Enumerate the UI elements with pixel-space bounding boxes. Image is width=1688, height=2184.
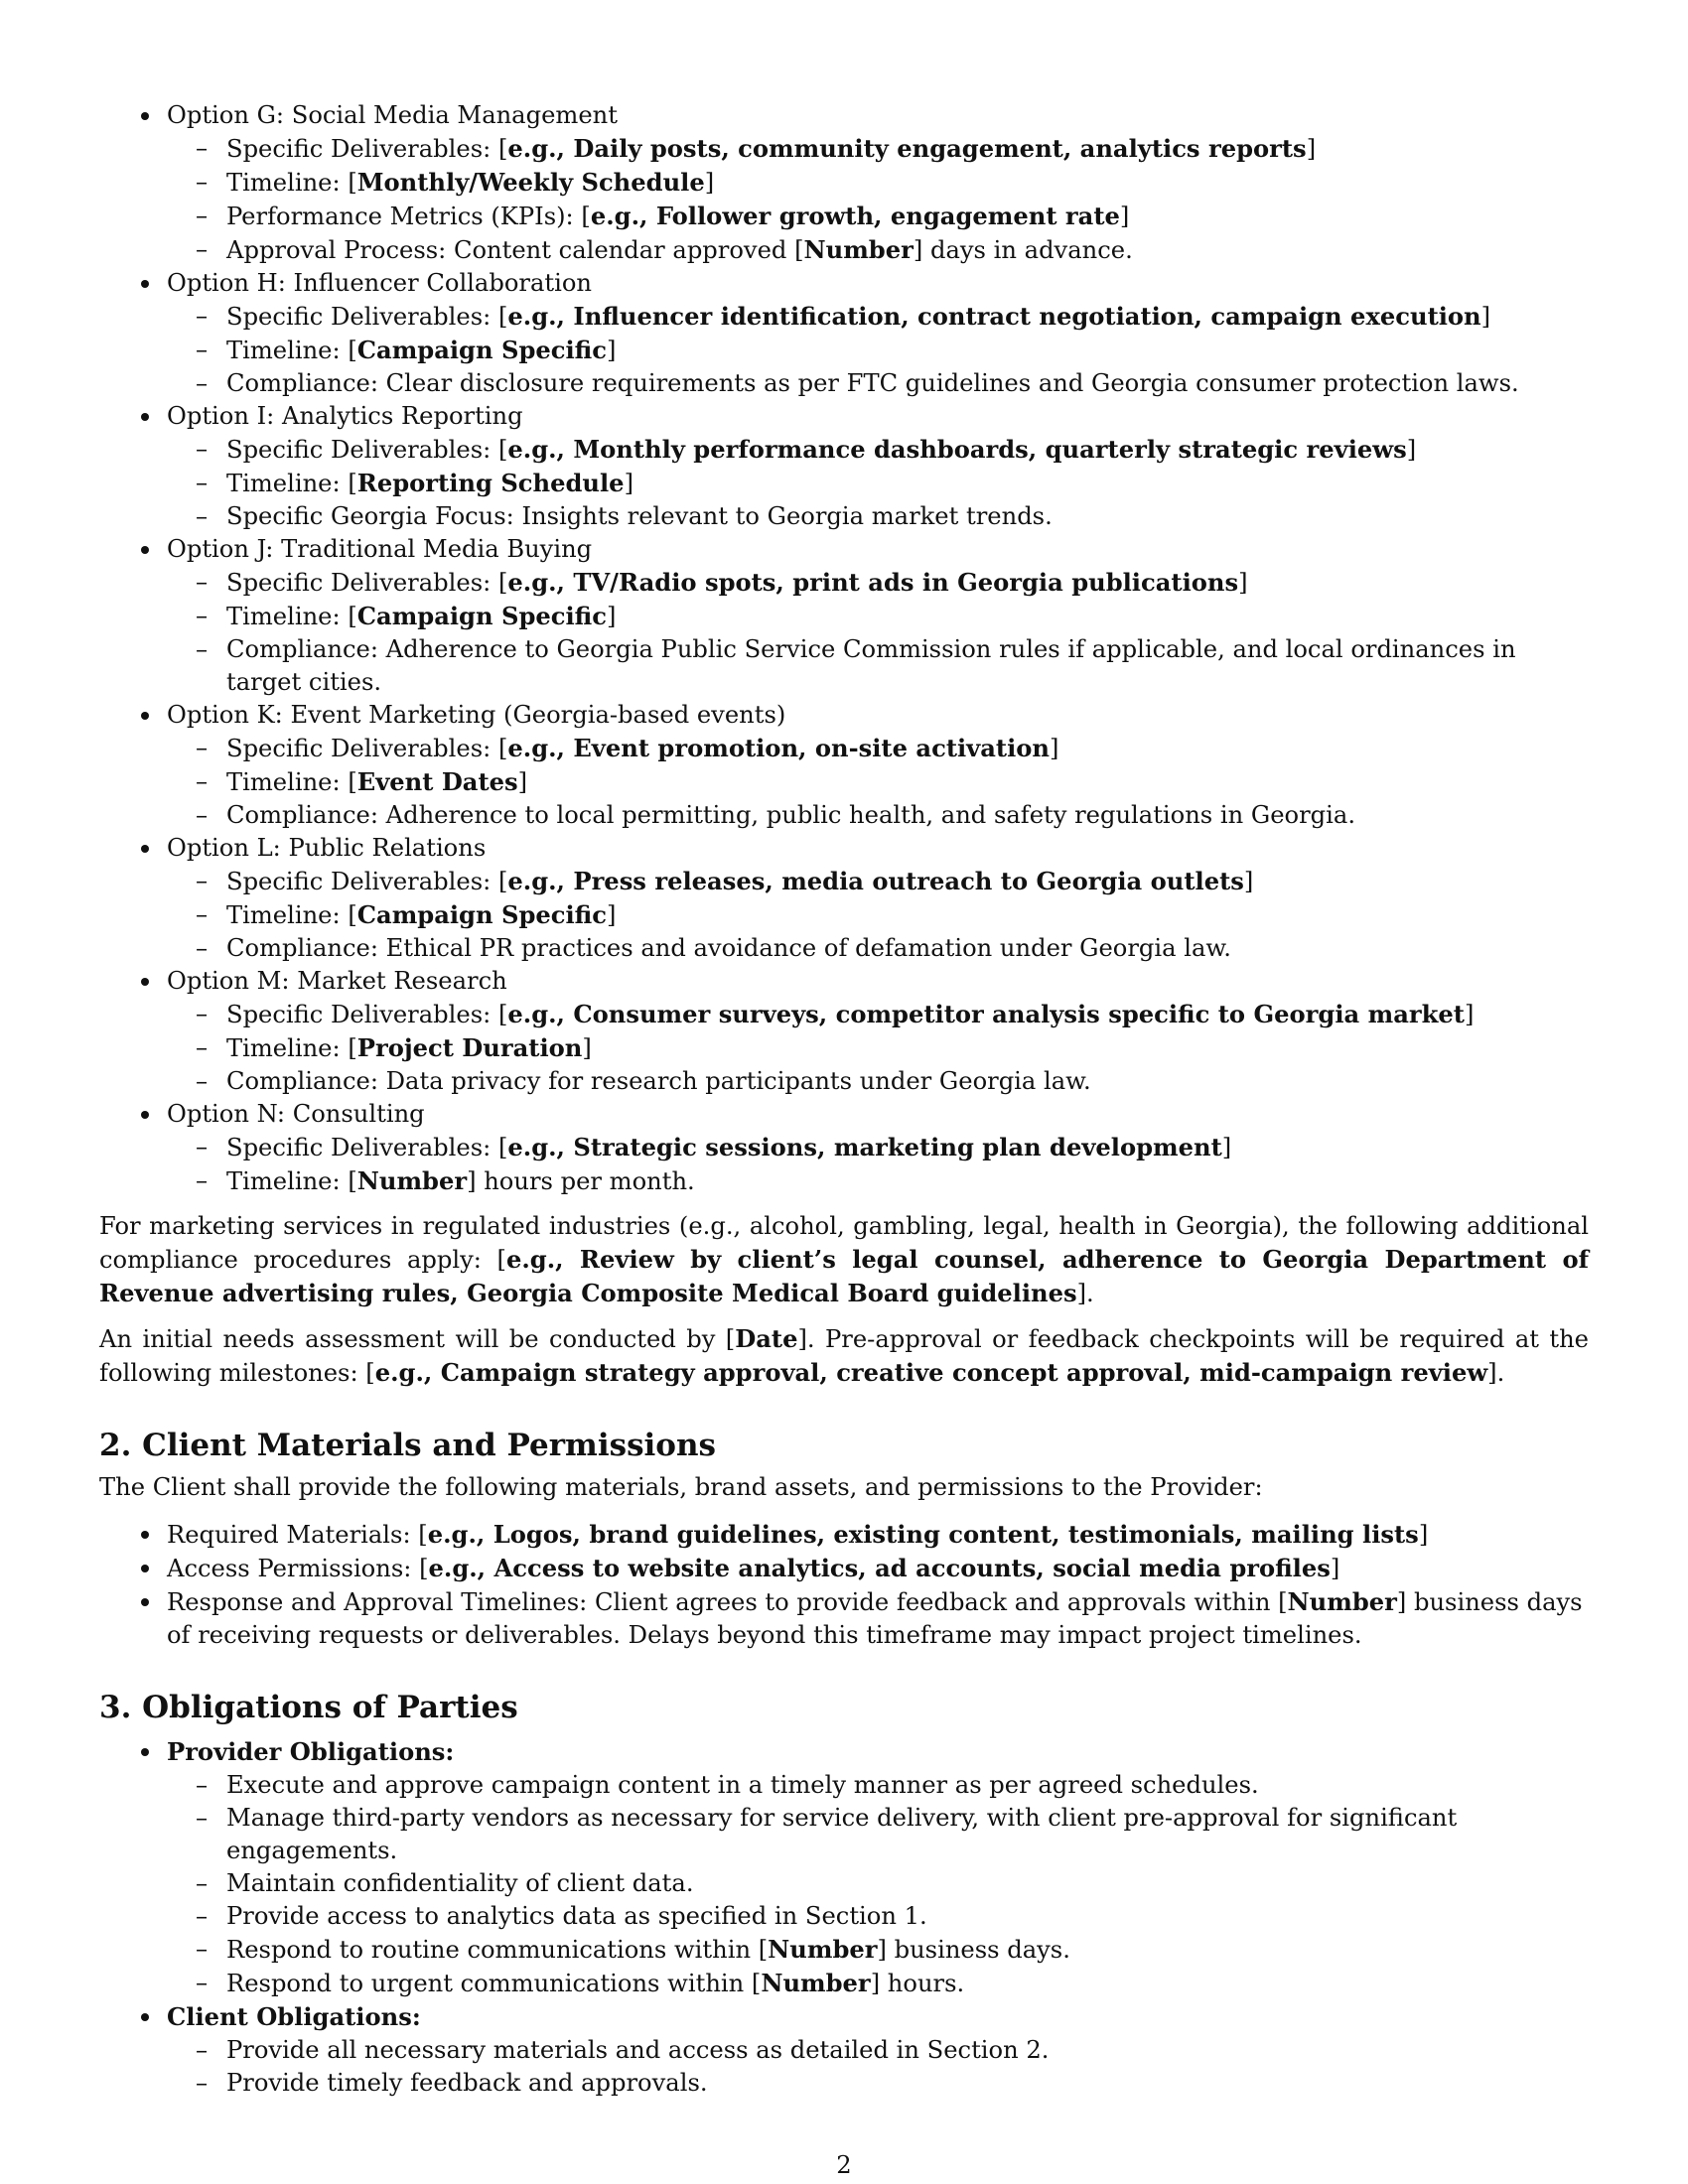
item-label: Specific Deliverables: bbox=[226, 436, 498, 464]
option-title: Option J: Traditional Media Buying bbox=[167, 535, 593, 563]
service-options-list bbox=[99, 99, 1589, 1198]
item-text-tail: ] days in advance. bbox=[913, 236, 1133, 264]
option-details-list bbox=[167, 1131, 1589, 1198]
client-obligations-list bbox=[167, 2034, 1589, 2100]
item-label: Compliance: Clear disclosure requirements as per FTC guidelines and Georgia consumer protection laws. bbox=[226, 369, 1519, 397]
bracket-open: [ bbox=[794, 236, 804, 264]
paragraph-text: For marketing services in regulated industries (e.g., alcohol, gambling, legal, health in Georgia), the following additional compliance procedures apply: [ bbox=[99, 1212, 1589, 1274]
item-label: Timeline: bbox=[226, 901, 349, 929]
placeholder-bold-text: e.g., Press releases, media outreach to Georgia outlets bbox=[507, 867, 1244, 895]
item-label: Performance Metrics (KPIs): bbox=[226, 203, 582, 230]
item-label: Required Materials: bbox=[167, 1521, 419, 1549]
regulated-industries-paragraph bbox=[99, 1210, 1589, 1310]
provider-obligations-list bbox=[167, 1769, 1589, 2000]
option-detail-item bbox=[167, 932, 1589, 965]
item-text-tail: ] bbox=[1119, 203, 1130, 230]
option-title: Option L: Public Relations bbox=[167, 834, 487, 862]
paragraph-bold-text: Date bbox=[735, 1324, 798, 1353]
client-material-item bbox=[99, 1518, 1589, 1552]
provider-obligation-item bbox=[167, 1802, 1589, 1867]
option-detail-item bbox=[167, 334, 1589, 367]
option-detail-item bbox=[167, 600, 1589, 633]
bracket-open: [ bbox=[497, 436, 508, 464]
item-text-tail: ] bbox=[1406, 436, 1417, 464]
provider-obligations-item bbox=[99, 1735, 1589, 2000]
client-obligations-item bbox=[99, 2000, 1589, 2100]
provider-obligation-item bbox=[167, 1933, 1589, 1967]
item-text-tail: ] bbox=[1238, 569, 1248, 597]
placeholder-bold-text: e.g., Access to website analytics, ad accounts, social media profiles bbox=[428, 1554, 1331, 1582]
placeholder-bold-text: e.g., Logos, brand guidelines, existing content, testimonials, mailing lists bbox=[427, 1520, 1419, 1549]
bracket-open: [ bbox=[348, 169, 357, 197]
placeholder-bold-text: e.g., Consumer surveys, competitor analysis specific to Georgia market bbox=[507, 1000, 1465, 1028]
item-label: Timeline: bbox=[226, 470, 349, 497]
item-text-tail: ] bbox=[606, 337, 617, 364]
bracket-open: [ bbox=[497, 1134, 508, 1161]
item-label: Compliance: Data privacy for research participants under Georgia law. bbox=[226, 1067, 1091, 1095]
item-text-tail: ] bbox=[606, 603, 617, 630]
option-detail-item bbox=[167, 865, 1589, 898]
option-detail-item bbox=[167, 732, 1589, 765]
option-detail-item bbox=[167, 200, 1589, 233]
client-material-item bbox=[99, 1552, 1589, 1585]
option-detail-item bbox=[167, 898, 1589, 932]
item-label: Access Permissions: bbox=[167, 1555, 420, 1582]
bracket-open: [ bbox=[348, 1167, 357, 1195]
option-title: Option G: Social Media Management bbox=[167, 101, 618, 129]
item-text-tail: ] bbox=[1221, 1134, 1232, 1161]
option-details-list bbox=[167, 998, 1589, 1098]
placeholder-bold-text: e.g., TV/Radio spots, print ads in Georgia publications bbox=[507, 568, 1239, 597]
obligations-list bbox=[99, 1735, 1589, 2100]
item-label: Compliance: Ethical PR practices and avoidance of defamation under Georgia law. bbox=[226, 934, 1231, 962]
option-detail-item bbox=[167, 233, 1589, 267]
placeholder-bold-text: Number bbox=[1287, 1587, 1397, 1616]
option-detail-item bbox=[167, 633, 1589, 699]
placeholder-bold-text: Number bbox=[768, 1935, 878, 1964]
item-label: Respond to routine communications within bbox=[226, 1936, 759, 1964]
bracket-open: [ bbox=[581, 203, 591, 230]
needs-assessment-paragraph bbox=[99, 1322, 1589, 1390]
item-label: Provide access to analytics data as specified in Section 1. bbox=[226, 1902, 927, 1930]
bracket-open: [ bbox=[348, 901, 357, 929]
item-label: Specific Deliverables: bbox=[226, 135, 498, 163]
item-text-tail: ] bbox=[1306, 135, 1317, 163]
item-text-tail: ] business days of receiving requests or deliverables. Delays beyond this timeframe may impact project timelines. bbox=[167, 1588, 1583, 1649]
bracket-open: [ bbox=[348, 768, 357, 796]
bracket-open: [ bbox=[497, 1001, 508, 1028]
service-option bbox=[99, 400, 1589, 533]
bracket-open: [ bbox=[348, 337, 357, 364]
placeholder-bold-text: Number bbox=[356, 1166, 468, 1195]
placeholder-bold-text: Number bbox=[761, 1969, 871, 1997]
service-option bbox=[99, 832, 1589, 965]
item-text-tail: ] bbox=[1243, 868, 1254, 895]
item-label: Response and Approval Timelines: Client agrees to provide feedback and approvals within bbox=[167, 1588, 1279, 1616]
option-detail-item bbox=[167, 799, 1589, 832]
item-label: Respond to urgent communications within bbox=[226, 1970, 752, 1997]
option-detail-item bbox=[167, 1031, 1589, 1065]
paragraph-text: ]. Pre-approval or feedback checkpoints will be required at the following milestones: [ bbox=[99, 1325, 1589, 1387]
paragraph-bold-text: e.g., Review by client’s legal counsel, adherence to Georgia Department of Revenue advertising rules, Georgia Composite Medical Board guidelines bbox=[99, 1245, 1589, 1307]
bracket-open: [ bbox=[751, 1970, 762, 1997]
item-label: Specific Deliverables: bbox=[226, 1001, 498, 1028]
item-label: Specific Deliverables: bbox=[226, 303, 498, 331]
option-details-list bbox=[167, 566, 1589, 699]
option-title: Option H: Influencer Collaboration bbox=[167, 269, 592, 297]
item-label: Provide all necessary materials and access as detailed in Section 2. bbox=[226, 2036, 1050, 2064]
provider-obligations-title: Provider Obligations: bbox=[167, 1737, 455, 1766]
placeholder-bold-text: Campaign Specific bbox=[356, 602, 607, 630]
provider-obligation-item bbox=[167, 1967, 1589, 2000]
bracket-open: [ bbox=[497, 868, 508, 895]
option-detail-item bbox=[167, 500, 1589, 533]
provider-obligation-item bbox=[167, 1769, 1589, 1802]
page-number: 2 bbox=[836, 2151, 852, 2179]
item-text-tail: ] bbox=[517, 768, 528, 796]
item-label: Manage third-party vendors as necessary for service delivery, with client pre-approval for significant engagements. bbox=[226, 1804, 1458, 1864]
paragraph-bold-text: e.g., Campaign strategy approval, creative concept approval, mid-campaign review bbox=[374, 1358, 1488, 1387]
option-details-list bbox=[167, 732, 1589, 832]
item-label: Compliance: Adherence to local permitting, public health, and safety regulations in Georgia. bbox=[226, 801, 1356, 829]
item-label: Specific Deliverables: bbox=[226, 735, 498, 762]
item-text-tail: ] bbox=[624, 470, 634, 497]
option-detail-item bbox=[167, 467, 1589, 500]
option-detail-item bbox=[167, 433, 1589, 467]
item-label: Timeline: bbox=[226, 1034, 349, 1062]
option-details-list bbox=[167, 300, 1589, 400]
placeholder-bold-text: e.g., Monthly performance dashboards, quarterly strategic reviews bbox=[507, 435, 1407, 464]
client-obligation-item bbox=[167, 2034, 1589, 2067]
service-option bbox=[99, 699, 1589, 832]
item-label: Timeline: bbox=[226, 1167, 349, 1195]
bracket-open: [ bbox=[418, 1521, 428, 1549]
item-label: Timeline: bbox=[226, 768, 349, 796]
option-detail-item bbox=[167, 367, 1589, 400]
bracket-open: [ bbox=[497, 735, 508, 762]
item-label: Maintain confidentiality of client data. bbox=[226, 1869, 694, 1897]
option-detail-item bbox=[167, 166, 1589, 200]
client-materials-list bbox=[99, 1518, 1589, 1652]
bracket-open: [ bbox=[497, 135, 508, 163]
item-text-tail: ] bbox=[1418, 1521, 1429, 1549]
item-label: Provide timely feedback and approvals. bbox=[226, 2069, 708, 2097]
bracket-open: [ bbox=[348, 1034, 357, 1062]
client-material-item bbox=[99, 1585, 1589, 1652]
placeholder-bold-text: Reporting Schedule bbox=[356, 469, 625, 497]
service-option bbox=[99, 965, 1589, 1098]
placeholder-bold-text: Campaign Specific bbox=[356, 900, 607, 929]
paragraph-text: An initial needs assessment will be conducted by [ bbox=[99, 1325, 736, 1353]
item-text-tail: ] bbox=[704, 169, 715, 197]
placeholder-bold-text: e.g., Follower growth, engagement rate bbox=[590, 202, 1120, 230]
option-detail-item bbox=[167, 765, 1589, 799]
option-details-list bbox=[167, 433, 1589, 533]
page-content bbox=[99, 99, 1589, 2100]
item-text-tail: ] bbox=[606, 901, 617, 929]
item-label: Timeline: bbox=[226, 337, 349, 364]
service-option bbox=[99, 1098, 1589, 1198]
client-obligations-title: Client Obligations: bbox=[167, 2002, 421, 2031]
client-obligation-item bbox=[167, 2067, 1589, 2100]
option-details-list bbox=[167, 132, 1589, 267]
item-text-tail: ] bbox=[1049, 735, 1059, 762]
item-text-tail: ] bbox=[582, 1034, 592, 1062]
item-label: Specific Deliverables: bbox=[226, 868, 498, 895]
bracket-open: [ bbox=[758, 1936, 769, 1964]
bracket-open: [ bbox=[497, 569, 508, 597]
section-3-heading: 3. Obligations of Parties bbox=[99, 1690, 518, 1725]
option-detail-item bbox=[167, 998, 1589, 1031]
item-label: Specific Georgia Focus: Insights relevant to Georgia market trends. bbox=[226, 502, 1053, 530]
provider-obligation-item bbox=[167, 1867, 1589, 1900]
bracket-open: [ bbox=[497, 303, 508, 331]
section-2-intro: The Client shall provide the following materials, brand assets, and permissions to the Provider: bbox=[99, 1473, 1263, 1501]
item-text-tail: ] bbox=[1464, 1001, 1475, 1028]
item-text-tail: ] hours per month. bbox=[467, 1167, 695, 1195]
placeholder-bold-text: Monthly/Weekly Schedule bbox=[356, 168, 705, 197]
placeholder-bold-text: e.g., Strategic sessions, marketing plan development bbox=[507, 1133, 1222, 1161]
item-label: Specific Deliverables: bbox=[226, 569, 498, 597]
option-title: Option K: Event Marketing (Georgia-based events) bbox=[167, 701, 786, 729]
option-title: Option I: Analytics Reporting bbox=[167, 402, 523, 430]
placeholder-bold-text: Event Dates bbox=[356, 767, 518, 796]
placeholder-bold-text: e.g., Event promotion, on-site activation bbox=[507, 734, 1050, 762]
option-detail-item bbox=[167, 300, 1589, 334]
item-text-tail: ] bbox=[1480, 303, 1491, 331]
option-details-list bbox=[167, 865, 1589, 965]
item-label: Compliance: Adherence to Georgia Public Service Commission rules if applicable, and local ordinances in target cities. bbox=[226, 635, 1516, 696]
item-text-tail: ] bbox=[1330, 1555, 1340, 1582]
item-label: Specific Deliverables: bbox=[226, 1134, 498, 1161]
option-detail-item bbox=[167, 1131, 1589, 1164]
bracket-open: [ bbox=[419, 1555, 429, 1582]
option-detail-item bbox=[167, 566, 1589, 600]
item-text-tail: ] business days. bbox=[877, 1936, 1070, 1964]
paragraph-text: ]. bbox=[1487, 1359, 1505, 1387]
paragraph-text: ]. bbox=[1076, 1280, 1094, 1307]
bracket-open: [ bbox=[348, 603, 357, 630]
placeholder-bold-text: Number bbox=[803, 235, 914, 264]
placeholder-bold-text: e.g., Influencer identification, contract negotiation, campaign execution bbox=[507, 302, 1481, 331]
option-detail-item bbox=[167, 1164, 1589, 1198]
provider-obligation-item bbox=[167, 1900, 1589, 1933]
option-detail-item bbox=[167, 132, 1589, 166]
option-title: Option N: Consulting bbox=[167, 1100, 425, 1128]
item-text-tail: ] hours. bbox=[870, 1970, 965, 1997]
placeholder-bold-text: Campaign Specific bbox=[356, 336, 607, 364]
placeholder-bold-text: e.g., Daily posts, community engagement, analytics reports bbox=[507, 134, 1307, 163]
option-detail-item bbox=[167, 1065, 1589, 1098]
item-label: Execute and approve campaign content in a timely manner as per agreed schedules. bbox=[226, 1771, 1259, 1799]
bracket-open: [ bbox=[1278, 1588, 1288, 1616]
service-option bbox=[99, 267, 1589, 400]
service-option bbox=[99, 99, 1589, 267]
option-title: Option M: Market Research bbox=[167, 967, 507, 995]
service-option bbox=[99, 533, 1589, 699]
item-label: Timeline: bbox=[226, 169, 349, 197]
bracket-open: [ bbox=[348, 470, 357, 497]
section-2-heading: 2. Client Materials and Permissions bbox=[99, 1428, 716, 1463]
item-label: Timeline: bbox=[226, 603, 349, 630]
item-label: Approval Process: Content calendar approved bbox=[226, 236, 795, 264]
placeholder-bold-text: Project Duration bbox=[356, 1033, 583, 1062]
